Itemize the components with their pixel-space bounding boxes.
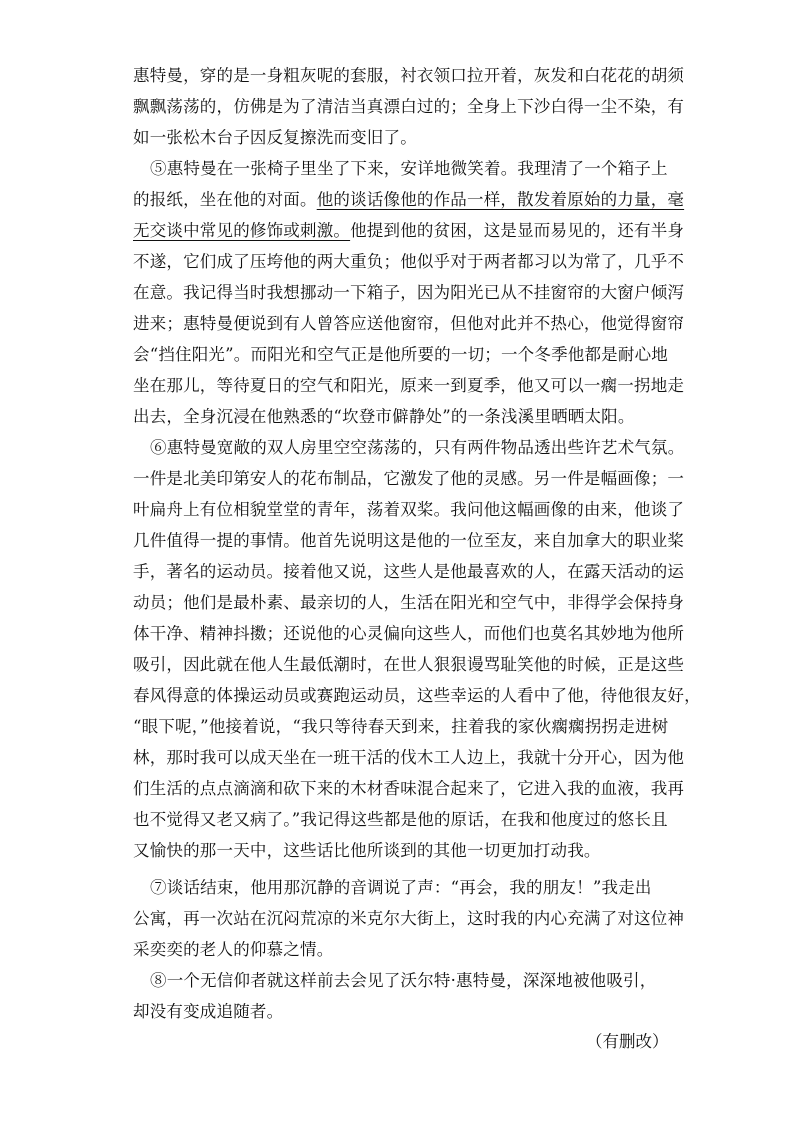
paragraph-6-line-12: 们生活的点点滴滴和砍下来的木材香味混合起来了，它进入我的血液，我再 bbox=[133, 779, 685, 798]
paragraph-6-line-10: “眼下呢，”他接着说，“我只等待春天到来，拄着我的家伙瘸瘸拐拐走进树 bbox=[133, 717, 669, 736]
paragraph-6-line-6: 动员；他们是最朴素、最亲切的人，生活在阳光和空气中，非得学会保持身 bbox=[133, 593, 685, 612]
paragraph-6-line-5: 手，著名的运动员。接着他又说，这些人是他最喜欢的人，在露天活动的运 bbox=[133, 562, 685, 581]
paragraph-6-line-9: 春风得意的体操运动员或赛跑运动员，这些幸运的人看中了他，待他很友好， bbox=[133, 686, 701, 705]
paragraph-5-text: 他提到他的贫困，这是显而易见的，还有半身 bbox=[350, 221, 685, 240]
paragraph-5-line-5: 在意。我记得当时我想挪动一下箱子，因为阳光已从不挂窗帘的大窗户倾泻 bbox=[133, 283, 685, 302]
paragraph-6-line-11: 林，那时我可以成天坐在一班干活的伐木工人边上，我就十分开心，因为他 bbox=[133, 748, 685, 767]
paragraph-4-line-3: 如一张松木台子因反复擦洗而变旧了。 bbox=[133, 128, 417, 147]
paragraph-5-line-9: 出去，全身沉浸在他熟悉的“坎登市僻静处”的一条浅溪里晒晒太阳。 bbox=[133, 407, 635, 426]
paragraph-5-line-2 bbox=[133, 190, 684, 210]
paragraph-6-line-13: 也不觉得又老又病了。”我记得这些都是他的原话，在我和他度过的悠长且 bbox=[133, 810, 668, 829]
paragraph-6-line-7: 体干净、精神抖擞；还说他的心灵偏向这些人，而他们也莫名其妙地为他所 bbox=[133, 624, 685, 643]
paragraph-6-line-2: 一件是北美印第安人的花布制品，它激发了他的灵感。另一件是幅画像；一 bbox=[133, 469, 685, 488]
paragraph-6-line-14: 又愉快的那一天中，这些话比他所谈到的其他一切更加打动我。 bbox=[133, 841, 601, 860]
paragraph-4-line-2: 飘飘荡荡的，仿佛是为了清洁当真漂白过的；全身上下沙白得一尘不染，有 bbox=[133, 97, 685, 116]
paragraph-7-line-1: ⑦谈话结束，他用那沉静的音调说了声：“再会，我的朋友！”我走出 bbox=[150, 878, 652, 897]
paragraph-7-line-2: 公寓，再一次站在沉闷荒凉的米克尔大街上，这时我的内心充满了对这位神 bbox=[133, 909, 685, 928]
paragraph-5-line-6: 进来；惠特曼便说到有人曾答应送他窗帘，但他对此并不热心，他觉得窗帘 bbox=[133, 314, 685, 333]
paragraph-5-line-7: 会“挡住阳光”。而阳光和空气正是他所要的一切；一个冬季他都是耐心地 bbox=[133, 345, 668, 364]
paragraph-5-line-8: 坐在那儿，等待夏日的空气和阳光，原来一到夏季，他又可以一瘸一拐地走 bbox=[133, 376, 685, 395]
paragraph-5-text: 的报纸，坐在他的对面。 bbox=[133, 190, 317, 209]
paragraph-5-line-4: 不遂，它们成了压垮他的两大重负；他似乎对于两者都习以为常了，几乎不 bbox=[133, 252, 685, 271]
paragraph-6-line-1: ⑥惠特曼宽敞的双人房里空空荡荡的，只有两件物品透出些许艺术气氛。 bbox=[150, 438, 685, 457]
paragraph-7-line-3: 采奕奕的老人的仰慕之情。 bbox=[133, 940, 334, 959]
paragraph-5-line-1: ⑤惠特曼在一张椅子里坐了下来，安详地微笑着。我理清了一个箱子上 bbox=[150, 159, 668, 178]
paragraph-6-line-8: 吸引，因此就在他人生最低潮时，在世人狠狠谩骂耻笑他的时候，正是这些 bbox=[133, 655, 685, 674]
paragraph-6-line-3: 叶扁舟上有位相貌堂堂的青年，荡着双桨。我问他这幅画像的由来，他谈了 bbox=[133, 500, 685, 519]
underlined-sentence-part-1: 他的谈话像他的作品一样，散发着原始的力量，毫 bbox=[316, 190, 685, 209]
paragraph-4-line-1: 惠特曼，穿的是一身粗灰呢的套服，衬衣领口拉开着，灰发和白花花的胡须 bbox=[133, 66, 685, 85]
paragraph-5-line-3 bbox=[133, 221, 684, 241]
paragraph-6-line-4: 几件值得一提的事情。他首先说明这是他的一位至友，来自加拿大的职业桨 bbox=[133, 531, 685, 550]
paragraph-8-line-1: ⑧一个无信仰者就这样前去会见了沃尔特·惠特曼，深深地被他吸引， bbox=[150, 971, 657, 990]
underlined-sentence-part-2: 无交谈中常见的修饰或刺激。 bbox=[133, 221, 351, 240]
paragraph-8-line-2: 却没有变成追随者。 bbox=[133, 1002, 284, 1021]
edit-note: （有删改） bbox=[586, 1032, 669, 1051]
